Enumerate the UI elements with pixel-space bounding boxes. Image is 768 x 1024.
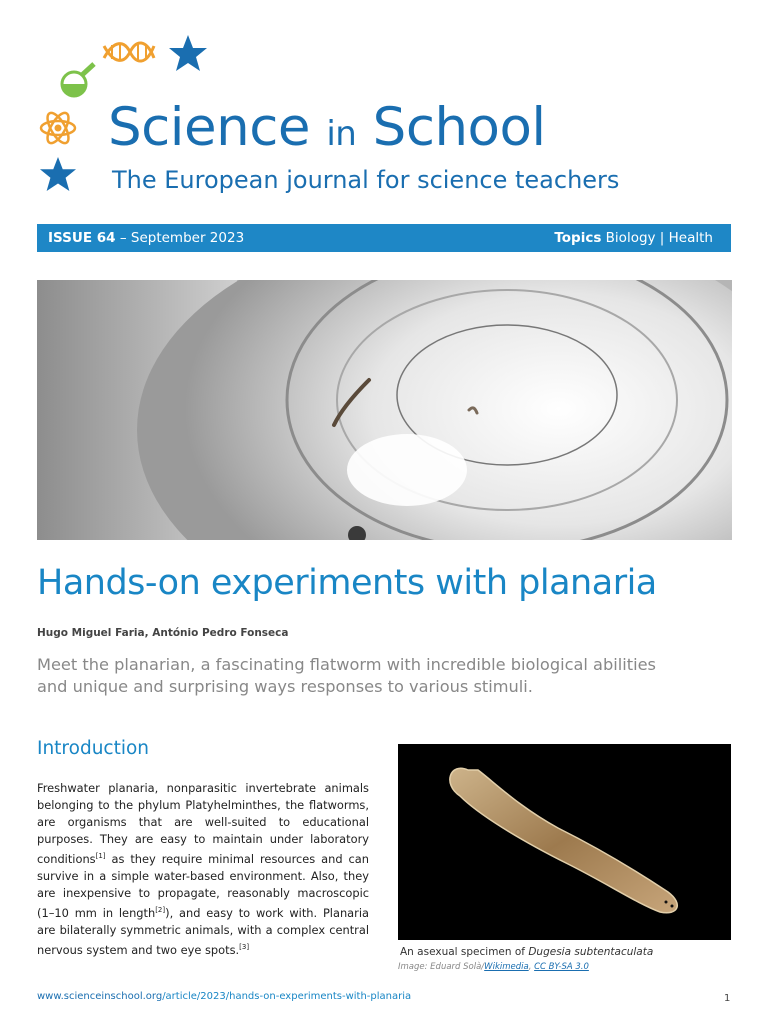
wikimedia-link[interactable]: Wikimedia (484, 962, 529, 972)
site-subtitle: The European journal for science teachers (112, 166, 620, 194)
figure-caption: An asexual specimen of Dugesia subtentaculata (400, 946, 654, 958)
atom-icon (38, 108, 78, 148)
topics-label: Topics (554, 230, 602, 246)
body-paragraph: Freshwater planaria, nonparasitic invertebrate animals belonging to the phylum Platyhelminthes, the flatworms, are organisms that are well-suited to educational purposes. They are easy to maintain under laboratory conditions[1] as they require minimal resources and can survive in a simple water-based environment. Also, they are inexpensive to propagate, reasonably macroscopic (1–10 mm in length[2]), and easy to work with. Planaria are bilaterally symmetric animals, with a complex central nervous system and two eye spots.[3] (37, 781, 369, 958)
section-heading: Introduction (37, 738, 150, 759)
figure-credit: Image: Eduard Solà/Wikimedia, CC BY-SA 3.0 (398, 962, 589, 972)
article-lead: Meet the planarian, a fascinating flatworm with incredible biological abilities and unique and surprising ways responses to various stimuli. (37, 655, 656, 696)
reference-2[interactable]: [2] (155, 906, 166, 915)
hero-image (37, 280, 732, 540)
license-link[interactable]: CC BY-SA 3.0 (534, 962, 589, 972)
flask-icon (58, 60, 100, 100)
reference-1[interactable]: [1] (95, 852, 106, 861)
article-url[interactable]: www.scienceinschool.org/article/2023/hands-on-experiments-with-planaria (37, 991, 412, 1002)
star-icon (38, 156, 78, 192)
planaria-photo (398, 744, 731, 940)
article-authors: Hugo Miguel Faria, António Pedro Fonseca (37, 627, 289, 639)
reference-3[interactable]: [3] (239, 943, 250, 952)
topic-biology[interactable]: Biology (605, 230, 656, 246)
topics: Topics Biology | Health (554, 230, 713, 246)
star-icon (168, 34, 208, 72)
issue-number: ISSUE 64 (48, 230, 116, 246)
article-title: Hands-on experiments with planaria (37, 563, 657, 603)
issue-date: September 2023 (130, 230, 245, 246)
dna-icon (100, 32, 158, 72)
site-title: Science in School (108, 97, 546, 158)
issue-info: ISSUE 64 – September 2023 (48, 230, 245, 246)
topic-health[interactable]: Health (668, 230, 713, 246)
issue-bar (37, 224, 731, 252)
page-number: 1 (724, 993, 731, 1004)
